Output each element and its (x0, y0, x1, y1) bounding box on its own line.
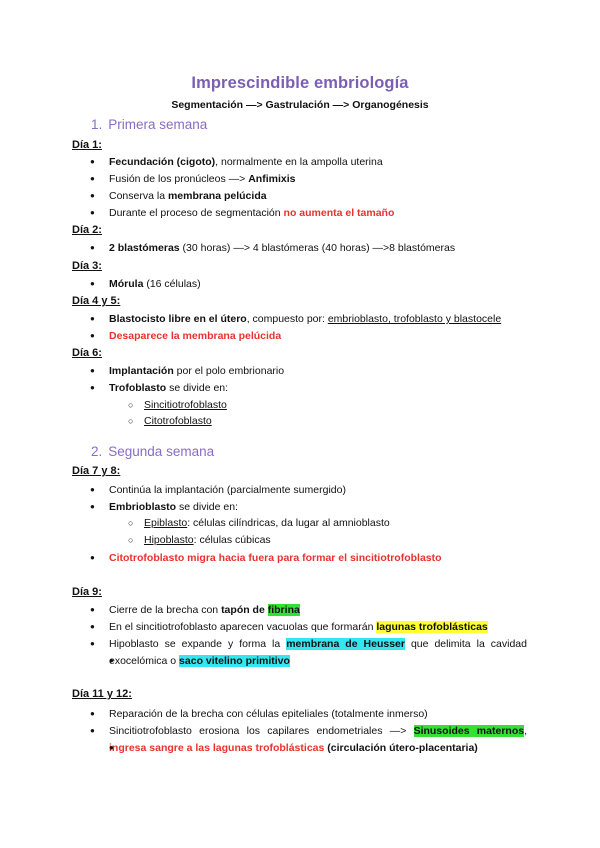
section-number: 2. (91, 444, 103, 459)
day-label: Día 3: (72, 260, 102, 272)
document-subtitle: Segmentación —> Gastrulación —> Organogénesis (171, 99, 429, 111)
list-item: ● En el sincitiotrofoblasto aparecen vacuolas que formarán lagunas trofoblásticas (90, 619, 469, 635)
day-label: Día 2: (72, 224, 102, 236)
list-item-continuation: ● ingresa sangre a las lagunas trofoblásticas (circulación útero-placentaria) (109, 740, 478, 756)
list-item: ● Sincitiotrofoblasto erosiona los capilares endometriales —> Sinusoides maternos, (90, 723, 508, 739)
list-item: ● Blastocisto libre en el útero, compuesto por: embrioblasto, trofoblasto y blastocele (90, 311, 482, 327)
document-title: Imprescindible embriología (191, 74, 409, 92)
day-label: Día 11 y 12: (72, 688, 132, 700)
sub-list-item: ○ Hipoblasto: células cúbicas (128, 532, 255, 548)
list-item: ● 2 blastómeras (30 horas) —> 4 blastómeras (40 horas) —>8 blastómeras (90, 240, 436, 256)
list-item: ● Conserva la membrana pelúcida (90, 188, 248, 204)
list-item: ● Embrioblasto se divide en: (90, 499, 219, 515)
list-item: ● Hipoblasto se expande y forma la membrana de Heusser que delimita la cavidad (90, 636, 508, 652)
list-item-continuation: ● exocelómica o saco vitelino primitivo (109, 653, 290, 669)
day-label: Día 9: (72, 586, 102, 598)
list-item: ● Desaparece la membrana pelúcida (90, 328, 262, 344)
day-label: Día 7 y 8: (72, 465, 121, 477)
list-item: ● Fusión de los pronúcleos —> Anfimixis (90, 171, 276, 187)
list-item: ● Cierre de la brecha con tapón de fibrina (90, 602, 281, 618)
day-label: Día 4 y 5: (72, 295, 121, 307)
section-title: Segunda semana (108, 444, 215, 459)
list-item: ● Durante el proceso de segmentación no aumenta el tamaño (90, 205, 375, 221)
section-heading-segunda-semana (91, 444, 214, 459)
sub-list-item: ○ Sincitiotrofoblasto (128, 397, 211, 413)
list-item: ● Fecundación (cigoto), normalmente en la ampolla uterina (90, 154, 364, 170)
list-item: ● Mórula (16 células) (90, 276, 182, 292)
section-heading-primera-semana (91, 117, 207, 132)
list-item: ● Implantación por el polo embrionario (90, 363, 265, 379)
list-item: ● Reparación de la brecha con células epiteliales (totalmente inmerso) (90, 706, 409, 722)
section-title: Primera semana (108, 117, 208, 132)
section-number: 1. (91, 117, 103, 132)
sub-list-item: ○ Citotrofoblasto (128, 413, 196, 429)
day-label: Día 1: (72, 139, 102, 151)
sub-list-item: ○ Epiblasto: células cilíndricas, da lugar al amnioblasto (128, 515, 374, 531)
list-item: ● Continúa la implantación (parcialmente sumergido) (90, 482, 327, 498)
list-item: ● Citotrofoblasto migra hacia fuera para formar el sincitiotrofoblasto (90, 550, 423, 566)
list-item: ● Trofoblasto se divide en: (90, 380, 209, 396)
day-label: Día 6: (72, 347, 102, 359)
